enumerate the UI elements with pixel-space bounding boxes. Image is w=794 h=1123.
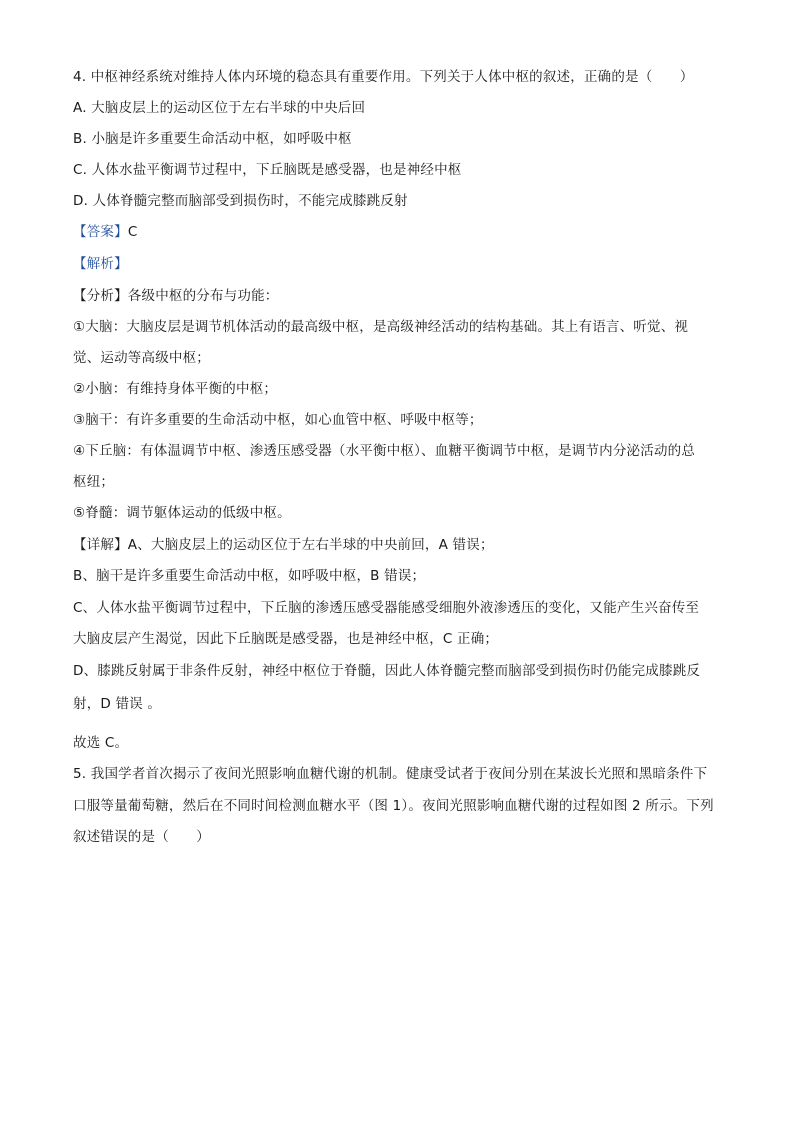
question-4-stem: 4. 中枢神经系统对维持人体内环境的稳态具有重要作用。下列关于人体中枢的叙述，正确的是（ ） bbox=[73, 69, 694, 85]
analysis-line: B、脑干是许多重要生命活动中枢，如呼吸中枢，B 错误； bbox=[73, 568, 426, 584]
option-c: C. 人体水盐平衡调节过程中，下丘脑既是感受器，也是神经中枢 bbox=[73, 162, 462, 178]
analysis-line: 【分析】各级中枢的分布与功能： bbox=[73, 288, 279, 304]
question-5-line: 叙述错误的是（ ） bbox=[73, 829, 210, 845]
analysis-line: ④下丘脑：有体温调节中枢、渗透压感受器（水平衡中枢）、血糖平衡调节中枢，是调节内分泌活动的总 bbox=[73, 443, 696, 459]
question-5-line: 5. 我国学者首次揭示了夜间光照影响血糖代谢的机制。健康受试者于夜间分别在某波长光照和黑暗条件下 bbox=[73, 766, 708, 782]
option-a: A. 大脑皮层上的运动区位于左右半球的中央后回 bbox=[73, 100, 366, 116]
analysis-line: ③脑干：有许多重要的生命活动中枢，如心血管中枢、呼吸中枢等； bbox=[73, 412, 483, 428]
analysis-line: ②小脑：有维持身体平衡的中枢； bbox=[73, 381, 278, 397]
option-d: D. 人体脊髓完整而脑部受到损伤时，不能完成膝跳反射 bbox=[73, 193, 408, 209]
analysis-line: ⑤脊髓：调节躯体运动的低级中枢。 bbox=[73, 505, 291, 521]
analysis-line: C、人体水盐平衡调节过程中，下丘脑的渗透压感受器能感受细胞外液渗透压的变化，又能产生兴奋传至 bbox=[73, 600, 700, 616]
answer-tag: 【答案】 bbox=[73, 224, 128, 240]
analysis-line: 射，D 错误 。 bbox=[73, 696, 162, 712]
analysis-line: D、膝跳反射属于非条件反射，神经中枢位于脊髓，因此人体脊髓完整而脑部受到损伤时仍能完成膝跳反 bbox=[73, 663, 701, 679]
analysis-line: 【详解】A、大脑皮层上的运动区位于左右半球的中央前回，A 错误； bbox=[73, 537, 494, 553]
analysis-line: 觉、运动等高级中枢； bbox=[73, 350, 210, 366]
analysis-line: 大脑皮层产生渴觉，因此下丘脑既是感受器，也是神经中枢，C 正确； bbox=[73, 631, 499, 647]
question-5-line: 口服等量葡萄糖，然后在不同时间检测血糖水平（图 1）。夜间光照影响血糖代谢的过程如图 2 所示。下列 bbox=[73, 798, 714, 814]
analysis-tag: 【解析】 bbox=[73, 256, 128, 272]
answer-line bbox=[73, 223, 137, 241]
answer-value: C bbox=[127, 224, 138, 240]
analysis-line: 故选 C。 bbox=[73, 735, 129, 751]
analysis-line: 枢纽； bbox=[73, 474, 115, 490]
analysis-line: ①大脑：大脑皮层是调节机体活动的最高级中枢，是高级神经活动的结构基础。其上有语言、听觉、视 bbox=[73, 319, 689, 335]
option-b: B. 小脑是许多重要生命活动中枢，如呼吸中枢 bbox=[73, 131, 352, 147]
